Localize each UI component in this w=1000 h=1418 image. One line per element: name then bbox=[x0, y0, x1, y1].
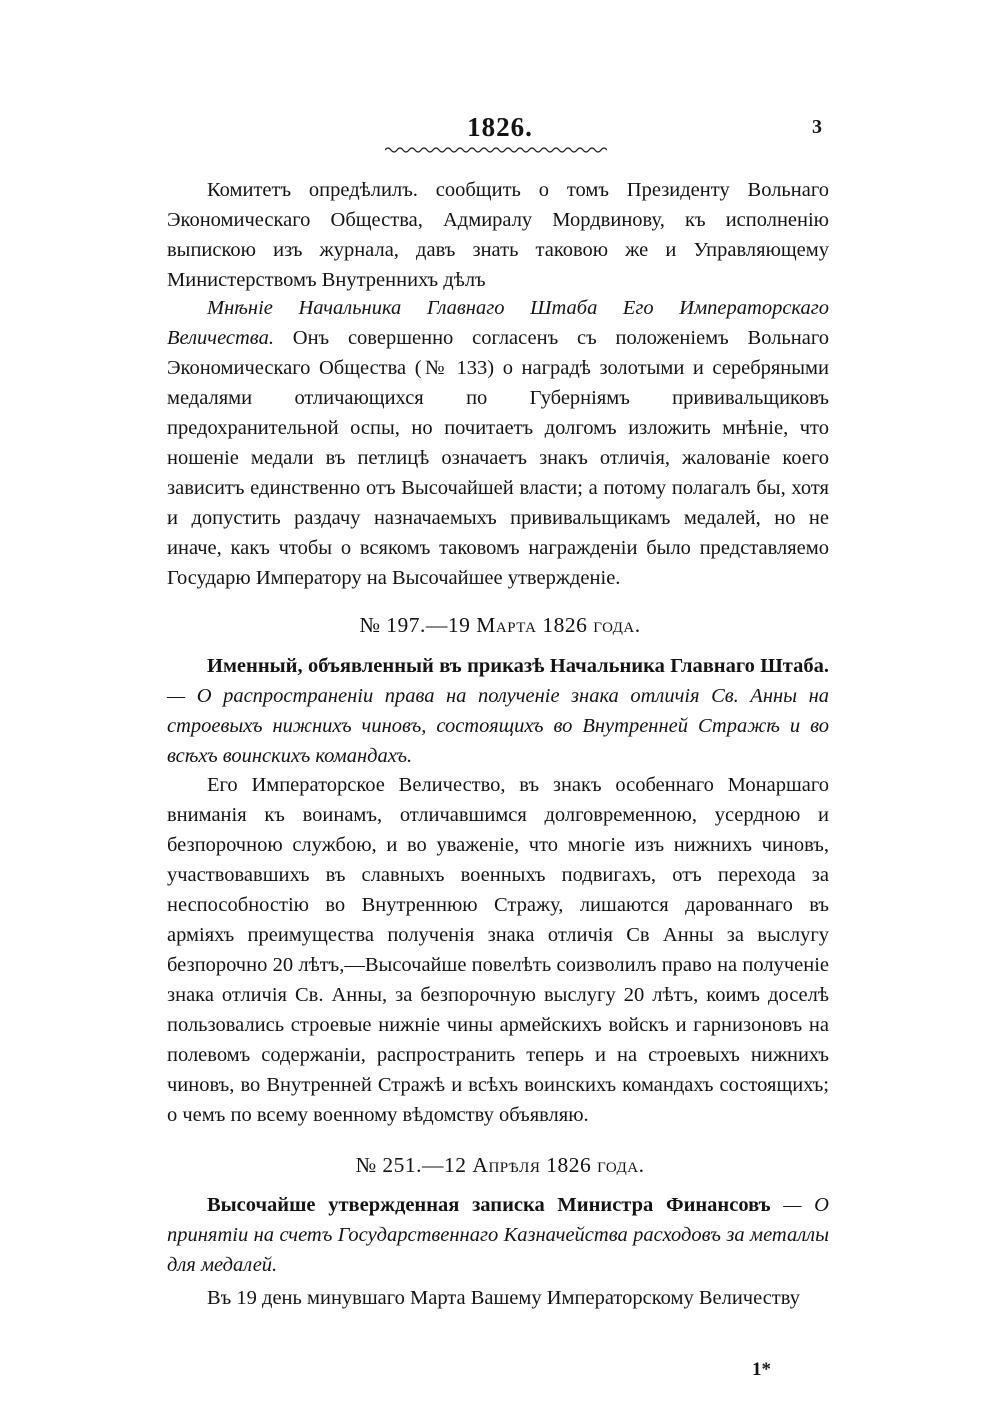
order-251-body bbox=[167, 1283, 829, 1313]
order-197-body bbox=[167, 770, 829, 1130]
committee-text: Комитетъ опредѣлилъ. сообщить о томъ Президенту Вольнаго Экономическаго Общества, Адмиралу Мордвинову, къ исполненію выпискою изъ журнала, давъ знать таковою же и Управляющему Министерствомъ Внутреннихъ дѣлъ bbox=[167, 179, 829, 291]
order-251-title: Высочайше утвержденная записка Министра Финансовъ bbox=[207, 1194, 771, 1216]
signature-mark: 1* bbox=[752, 1359, 771, 1380]
committee-paragraph bbox=[167, 175, 829, 295]
order-251-subtitle: — О принятіи на счетъ Государственнаго Казначейства расходовъ за металлы для медалей. bbox=[167, 1194, 829, 1276]
order-251-body-text: Въ 19 день минувшаго Марта Вашему Императорскому Величеству bbox=[207, 1287, 800, 1309]
order-197-month: Марта bbox=[476, 613, 537, 637]
order-197-heading bbox=[0, 613, 1000, 638]
order-197-title-block bbox=[167, 651, 829, 771]
opinion-text: Онъ совершенно согласенъ съ положеніемъ Вольнаго Экономическаго Общества (№ 133) о наградѣ золотыми и серебряными медалями отличающихся по Губерніямъ прививальщиковъ предохранительной оспы, но почитаетъ долгомъ изложить мнѣніе, что ношеніе медали въ петлицѣ означаетъ знакъ отличія, жалованіе коего зависитъ единственно отъ Высочайшей власти; а потому полагалъ бы, хотя и допустить раздачу назначаемыхъ прививальщикамъ медалей, но не иначе, какъ чтобы о всякомъ таковомъ награжденіи было представляемо Государю Императору на Высочайшее утвержденіе. bbox=[167, 327, 829, 589]
order-251-year: 1826 года. bbox=[540, 1153, 645, 1177]
order-251-heading bbox=[0, 1153, 1000, 1178]
order-197-year: 1826 года. bbox=[536, 613, 641, 637]
order-251-title-block bbox=[167, 1190, 829, 1280]
order-197-title: Именный, объявленный въ приказѣ Начальника Главнаго Штаба. bbox=[207, 655, 829, 677]
order-197-number: № 197.—19 bbox=[359, 613, 477, 637]
page-year-heading: 1826. bbox=[467, 112, 533, 142]
opinion-title: Мнѣніе Начальника Главнаго Штаба Его Императорскаго Величества. bbox=[167, 297, 829, 349]
wavy-underline bbox=[385, 146, 607, 154]
order-197-subtitle: — О распространенiи права на полученіе знака отличія Св. Анны на строевыхъ нижнихъ чиновъ, состоящихъ во Внутренней Стражѣ и во всѣхъ воинскихъ командахъ. bbox=[167, 685, 829, 767]
order-197-body-text: Его Императорское Величество, въ знакъ особеннаго Монаршаго вниманія къ воинамъ, отличавшимся долговременною, усердною и безпорочною службою, и во уваженіе, что многіе изъ нижнихъ чиновъ, участвовавшихъ въ славныхъ военныхъ подвигахъ, отъ перехода за неспособностію во Внутреннюю Стражу, лишаются дарованнаго въ арміяхъ преимущества полученія знака отличія Св Анны за выслугу безпорочно 20 лѣтъ,—Высочайше повелѣть соизволилъ право на полученіе знака отличія Св. Анны, за безпорочную выслугу 20 лѣтъ, коимъ доселѣ пользовались строевые нижніе чины армейскихъ войскъ и гарнизоновъ на полевомъ содержаніи, распространить теперь и на строевыхъ нижнихъ чиновъ, во Внутренней Стражѣ и всѣхъ воинскихъ командахъ состоящихъ; о чемъ по всему военному вѣдомству объявляю. bbox=[167, 774, 829, 1126]
order-251-month: Апрѣля bbox=[472, 1153, 541, 1177]
order-251-number: № 251.—12 bbox=[355, 1153, 473, 1177]
opinion-paragraph bbox=[167, 293, 829, 593]
page-number: 3 bbox=[812, 116, 822, 138]
